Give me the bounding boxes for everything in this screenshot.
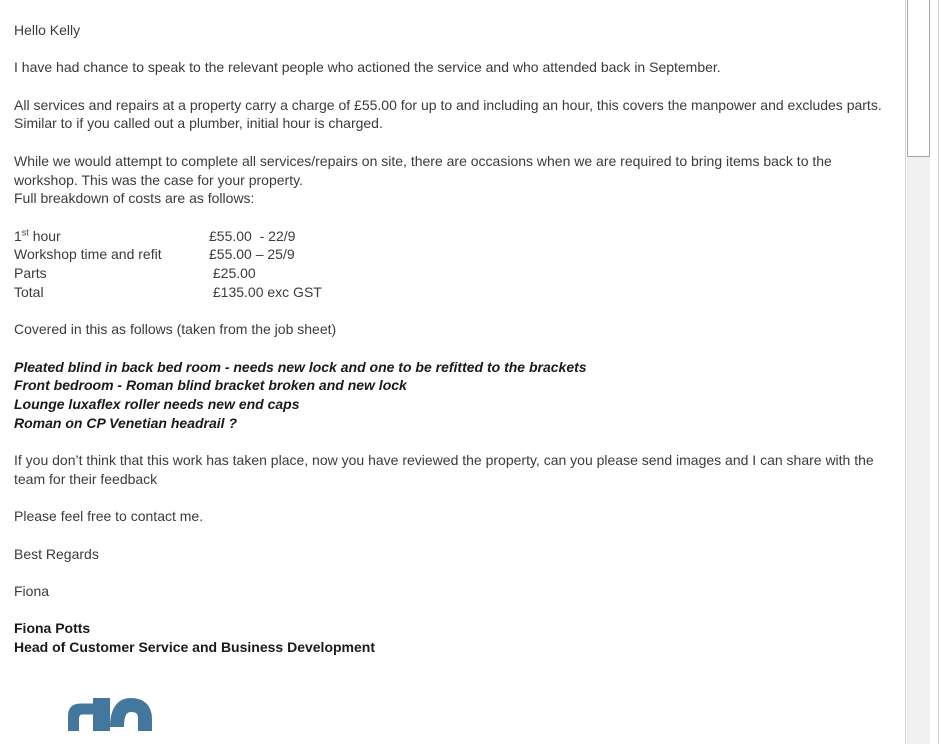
window-right-border — [938, 0, 939, 744]
signature-block — [14, 619, 899, 656]
cost-label: Parts — [14, 265, 47, 282]
cost-label: Total — [14, 283, 44, 300]
covered-line: Covered in this as follows (taken from the job sheet) — [14, 321, 337, 338]
cost-breakdown-table — [14, 227, 899, 302]
vertical-scrollbar-thumb[interactable] — [907, 0, 930, 157]
cost-amount: £135.00 exc GST — [209, 283, 322, 300]
charge-paragraph: All services and repairs at a property carry a charge of £55.00 for up to and including an hour, this covers the manpower and excludes parts. Similar to if you called out a plumber, initial hour is charged. — [14, 96, 882, 132]
job-sheet-item: Roman on CP Venetian headrail ? — [14, 414, 238, 431]
signature-title: Head of Customer Service and Business Development — [14, 639, 375, 656]
cost-row-parts — [14, 264, 899, 283]
cost-label: 1st hour — [14, 227, 61, 244]
ordinal-suffix: st — [21, 227, 29, 238]
company-logo — [63, 697, 158, 731]
cost-amount: £55.00 – 25/9 — [209, 246, 295, 263]
cost-row-workshop — [14, 245, 899, 264]
job-sheet-item: Lounge luxaflex roller needs new end caps — [14, 395, 300, 412]
cost-label: Workshop time and refit — [14, 246, 162, 263]
review-request-paragraph: If you don’t think that this work has taken place, now you have reviewed the property, can you please send images and I can share with the team for their feedback — [14, 452, 874, 487]
cost-amount: £25.00 — [209, 265, 256, 282]
greeting: Hello Kelly — [14, 22, 81, 38]
workshop-text: While we would attempt to complete all services/repairs on site, there are occasions when we are required to bring items back to the workshop. This was the case for your property. — [14, 152, 832, 188]
workshop-paragraph — [14, 152, 899, 208]
job-sheet-item: Pleated blind in back bed room - needs new lock and one to be refitted to the brackets — [14, 358, 587, 375]
job-sheet-items — [14, 358, 899, 433]
cost-row-total — [14, 283, 899, 302]
company-logo-icon — [63, 697, 158, 731]
breakdown-intro: Full breakdown of costs are as follows: — [14, 190, 255, 207]
closing-line: Best Regards — [14, 545, 99, 562]
contact-line: Please feel free to contact me. — [14, 508, 204, 525]
intro-paragraph: I have had chance to speak to the relevant people who actioned the service and who attended back in September. — [14, 59, 721, 76]
signoff-name: Fiona — [14, 582, 50, 599]
cost-amount: £55.00 - 22/9 — [209, 227, 296, 244]
signature-name: Fiona Potts — [14, 620, 91, 637]
job-sheet-item: Front bedroom - Roman blind bracket broken and new lock — [14, 377, 407, 394]
cost-row-first-hour — [14, 227, 899, 246]
